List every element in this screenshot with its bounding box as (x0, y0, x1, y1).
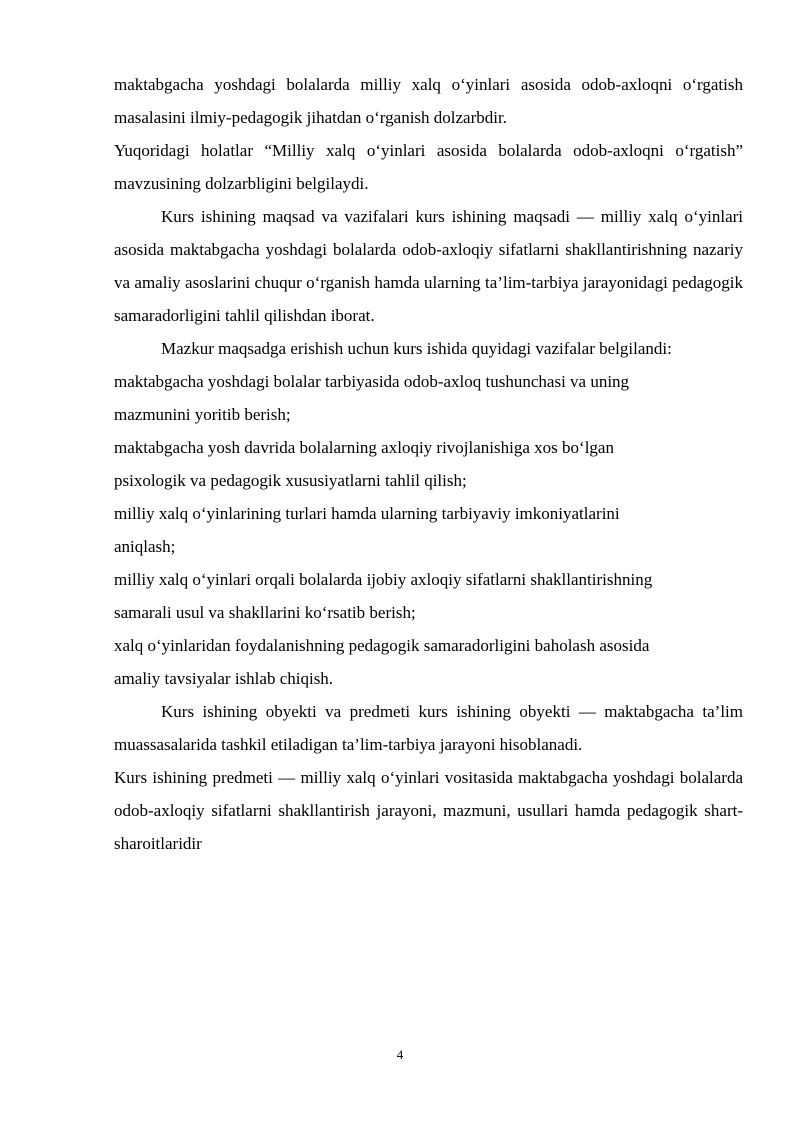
paragraph-subject: Kurs ishining predmeti — milliy xalq o‘yinlari vositasida maktabgacha yoshdagi bolalarda odob-axloqiy sifatlarni shakllantirish jarayoni, mazmuni, usullari hamda pedagogik shart-sharoitlaridir (114, 768, 743, 853)
task-item: maktabgacha yoshdagi bolalar tarbiyasida odob-axloq tushunchasi va uning mazmunini yoritib berish; (114, 372, 630, 424)
page-number: 4 (396, 1047, 404, 1062)
task-item: maktabgacha yosh davrida bolalarning axloqiy rivojlanishiga xos bo‘lgan psixologik va pedagogik xususiyatlarni tahlil qilish; (114, 438, 614, 490)
paragraph-topic-relevance: Yuqoridagi holatlar “Milliy xalq o‘yinlari asosida bolalarda odob-axloqni o‘rgatish” mavzusining dolzarbligini belgilaydi. (114, 141, 743, 193)
body-text (114, 68, 743, 860)
paragraph-object: Kurs ishining obyekti va predmeti kurs ishining obyekti — maktabgacha ta’lim muassasalarida tashkil etiladigan ta’lim-tarbiya jarayoni hisoblanadi. (114, 702, 743, 754)
task-item: milliy xalq o‘yinlari orqali bolalarda ijobiy axloqiy sifatlarni shakllantirishning samarali usul va shakllarini ko‘rsatib berish; (114, 570, 653, 622)
paragraph-goal: Kurs ishining maqsad va vazifalari kurs ishining maqsadi — milliy xalq o‘yinlari asosida maktabgacha yoshdagi bolalarda odob-axloqiy sifatlarni shakllantirishning nazariy va amaliy asoslarini chuqur o‘rganish hamda ularning ta’lim-tarbiya jarayonidagi pedagogik samaradorligini tahlil qilishdan iborat. (114, 207, 743, 325)
paragraph-tasks-intro: Mazkur maqsadga erishish uchun kurs ishida quyidagi vazifalar belgilandi: (161, 339, 672, 358)
paragraph-relevance-conclusion: maktabgacha yoshdagi bolalarda milliy xalq o‘yinlari asosida odob-axloqni o‘rgatish masalasini ilmiy-pedagogik jihatdan o‘rganish dolzarbdir. (114, 75, 743, 127)
task-item: xalq o‘yinlaridan foydalanishning pedagogik samaradorligini baholash asosida amaliy tavsiyalar ishlab chiqish. (114, 636, 650, 688)
task-item: milliy xalq o‘yinlarining turlari hamda ularning tarbiyaviy imkoniyatlarini aniqlash; (114, 504, 620, 556)
